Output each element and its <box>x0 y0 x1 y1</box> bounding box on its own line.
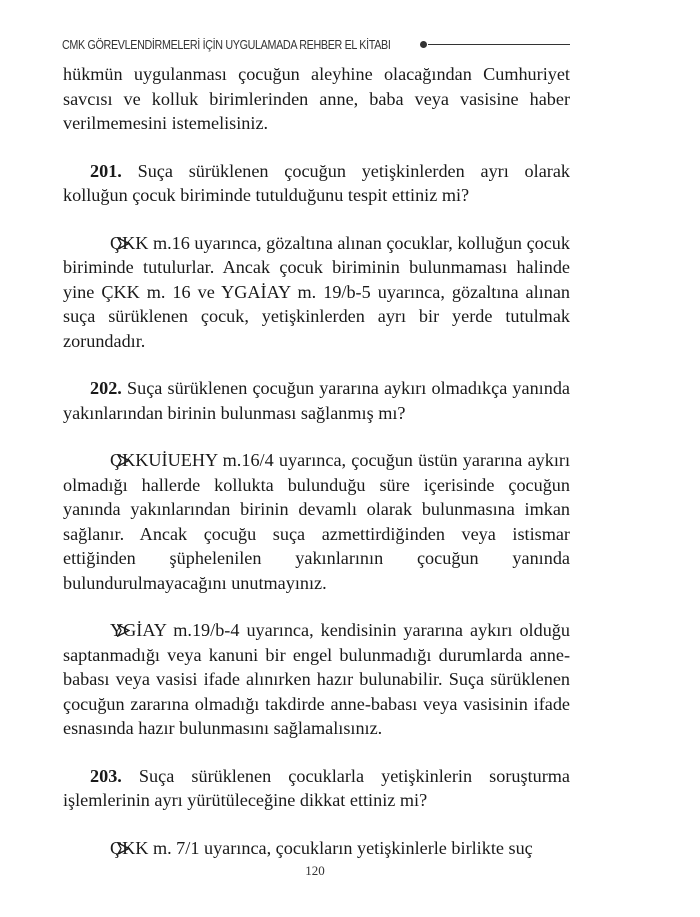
question-number: 203. <box>90 765 122 786</box>
running-header <box>62 35 570 55</box>
page-number: 120 <box>305 863 325 878</box>
bullet-text: ÇKK m.16 uyarınca, gözaltına alınan çocuklar, kolluğun çocuk biriminde tutulurlar. Ancak çocuk biriminin bulunmaması halinde yine ÇKK m. 16 ve YGAİAY m. 19/b-5 uyarınca, gözaltına alınan suça sürüklenen çocuk, yetişkinlerden ayrı bir yerde tutulmak zorundadır. <box>63 232 570 351</box>
paragraph-text: hükmün uygulanması çocuğun aleyhine olacağından Cumhuriyet savcısı ve kolluk birimlerinden anne, baba veya vasisine haber verilmemesini istemelisiniz. <box>63 64 570 133</box>
header-rule <box>428 44 570 45</box>
header-title: CMK GÖREVLENDİRMELERİ İÇİN UYGULAMADA REHBER EL KİTABI <box>62 38 391 52</box>
bullet-text: YGİAY m.19/b-4 uyarınca, kendisinin yararına aykırı olduğu saptanmadığı veya kanuni bir engel bulunmadığı durumlarda anne-babası veya vasisi ifade alınırken hazır bulunabilir. Suça sürüklenen çocuğun zararına olmadığı takdirde anne-babası veya vasisinin ifade esnasında hazır bulunmasını sağlamalısınız. <box>63 620 570 738</box>
arrow-bullet-icon <box>90 231 104 256</box>
arrow-bullet-icon <box>90 836 104 861</box>
answer-bullet-203 <box>63 836 570 861</box>
question-text: Suça sürüklenen çocuklarla yetişkinlerin soruşturma işlemlerinin ayrı yürütüleceğine dikkat ettiniz mi? <box>63 765 570 810</box>
bullet-text: ÇKK m. 7/1 uyarınca, çocukların yetişkinlerle birlikte suç <box>110 837 533 858</box>
question-201 <box>63 159 570 208</box>
question-202 <box>63 376 570 425</box>
continuation-paragraph <box>63 62 570 136</box>
arrow-bullet-icon <box>90 448 104 473</box>
header-bullet-dot <box>420 41 427 48</box>
answer-bullet-201 <box>63 231 570 354</box>
question-text: Suça sürüklenen çocuğun yetişkinlerden ayrı olarak kolluğun çocuk biriminde tutulduğunu tespit ettiniz mi? <box>63 160 570 205</box>
answer-bullet-202-a <box>63 448 570 595</box>
question-number: 202. <box>90 378 122 398</box>
question-number: 201. <box>90 160 122 181</box>
page-body <box>63 62 570 883</box>
question-text: Suça sürüklenen çocuğun yararına aykırı olmadıkça yanında yakınlarından birinin bulunması sağlanmış mı? <box>63 378 570 423</box>
bullet-text: ÇKKUİUEHY m.16/4 uyarınca, çocuğun üstün yararına aykırı olmadığı hallerde kollukta bulunduğu süre içerisinde çocuğun yanında yakınlarından birinin devamlı olarak bulunmasına imkan sağlanır. Ancak çocuğu suça azmettirdiğinden veya istismar ettiğinden şüphelenilen yakınlarının çocuğun yanında bulundurulmayacağını unutmayınız. <box>63 450 570 593</box>
answer-bullet-202-b <box>63 618 570 741</box>
arrow-bullet-icon <box>90 618 104 643</box>
question-203 <box>63 764 570 813</box>
